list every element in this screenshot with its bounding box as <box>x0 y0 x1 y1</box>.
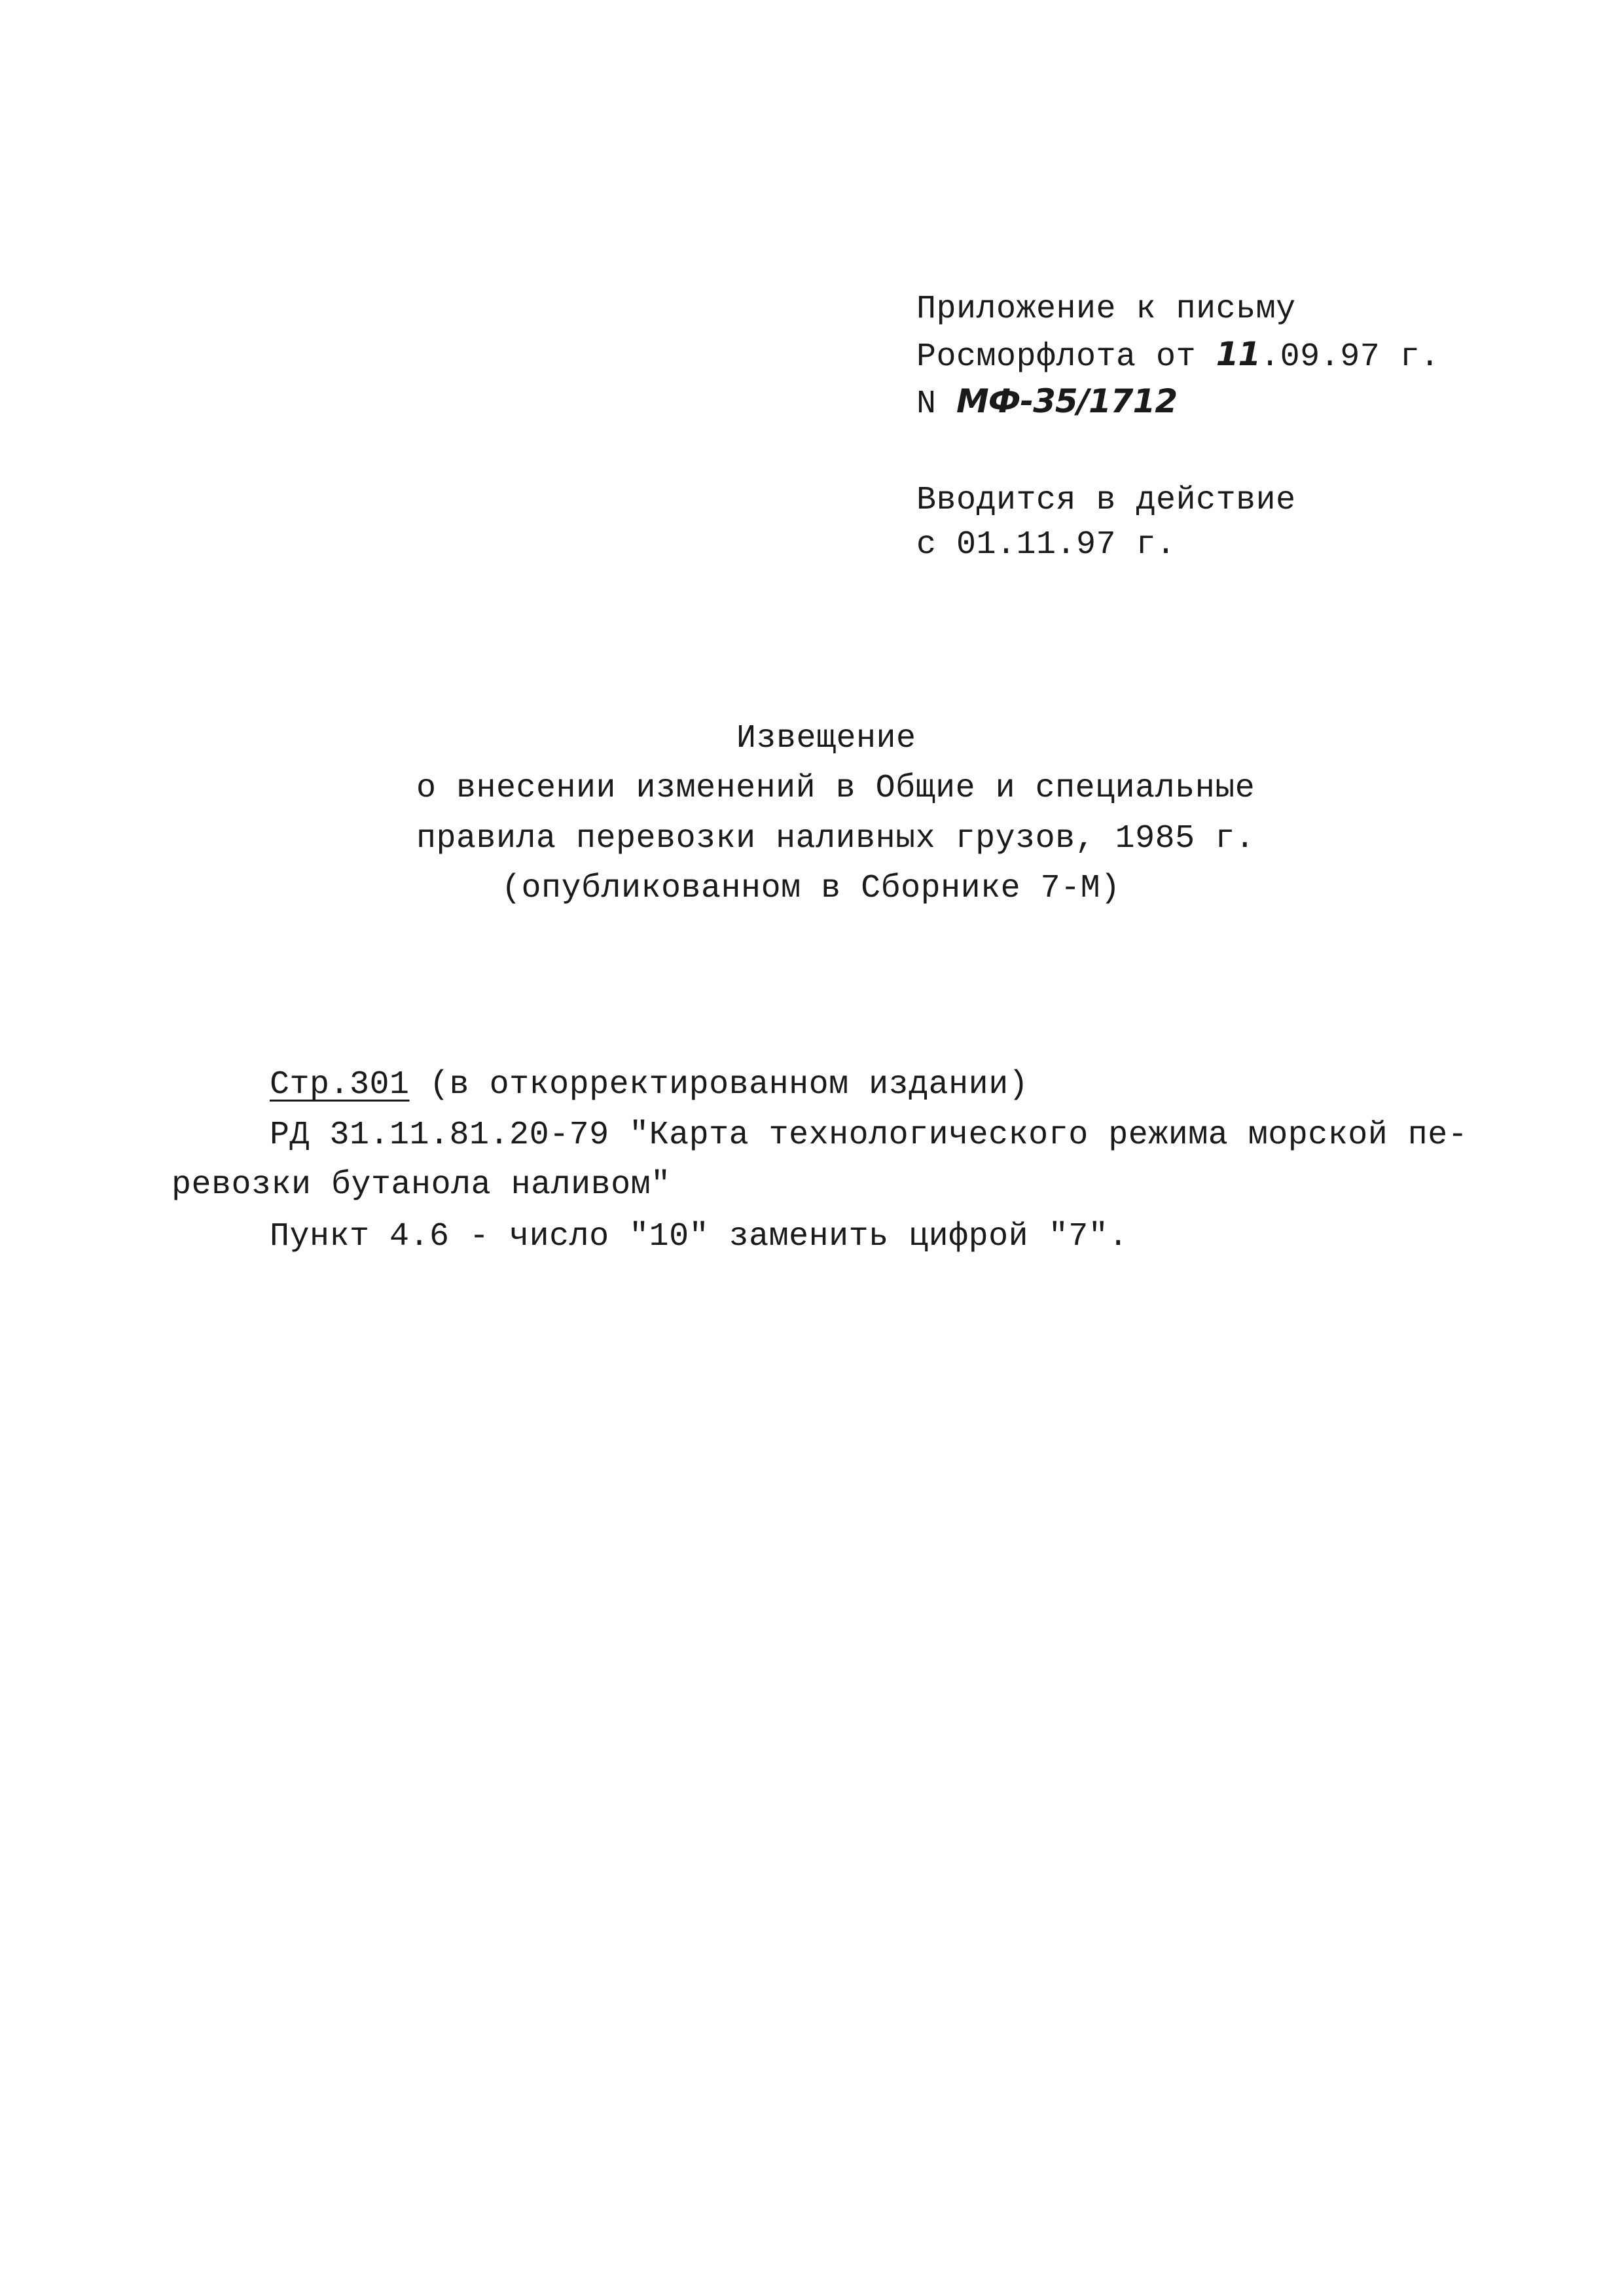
page-reference: Стр.301 <box>270 1066 410 1103</box>
letter-date-suffix: .09.97 г. <box>1260 338 1440 376</box>
letter-number: МФ-35/1712 <box>956 382 1178 420</box>
letter-date-line <box>916 332 1440 379</box>
notice-subtitle-line2: правила перевозки наливных грузов, 1985 г. <box>416 820 1255 857</box>
letter-number-prefix: N <box>916 386 957 423</box>
page-reference-note: (в откорректированном издании) <box>409 1066 1029 1103</box>
letter-date-prefix: Росморфлота от <box>916 338 1216 376</box>
rd-reference-line1: РД 31.11.81.20-79 "Карта технологического режима морской пе- <box>270 1117 1468 1154</box>
notice-subtitle-line1: о внесении изменений в Общие и специальные <box>416 770 1255 807</box>
notice-subtitle-line3: (опубликованном в Сборнике 7-М) <box>501 870 1121 907</box>
effective-date: с 01.11.97 г. <box>916 526 1176 564</box>
notice-title: Извещение <box>736 720 916 757</box>
effective-label: Вводится в действие <box>916 482 1296 519</box>
amendment-item: Пункт 4.6 - число "10" заменить цифрой "7". <box>270 1218 1128 1255</box>
letter-number-line <box>916 380 1177 426</box>
letter-date-day: 11 <box>1216 335 1261 373</box>
rd-reference-line2: ревозки бутанола наливом" <box>171 1166 671 1204</box>
appendix-label: Приложение к письму <box>916 291 1296 328</box>
page-reference-line <box>270 1064 1028 1107</box>
